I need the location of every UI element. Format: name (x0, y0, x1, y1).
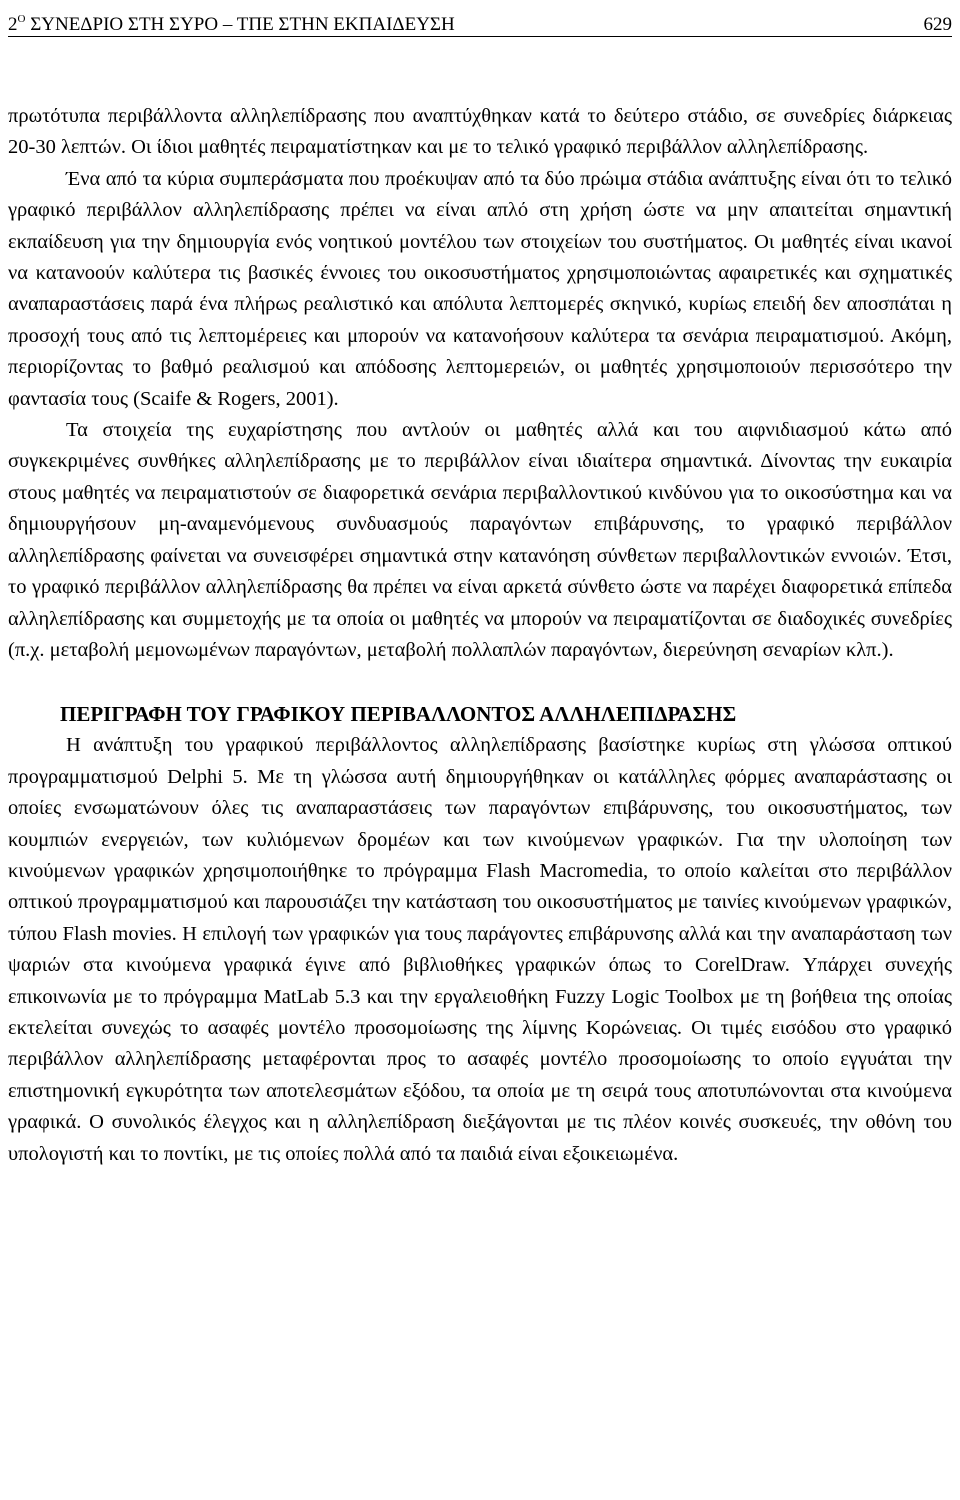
paragraph: Ένα από τα κύρια συμπεράσματα που προέκυψαν από τα δύο πρώιμα στάδια ανάπτυξης είναι ότι το τελικό γραφικό περιβάλλον αλληλεπίδρασης πρέπει να είναι απλό στη χρήση ώστε να μην απαιτείται σημαντική εκπαίδευση για την δημιουργία ενός νοητικού μοντέλου των στοιχείων του συστήματος. Οι μαθητές είναι ικανοί να κατανοούν καλύτερα τις βασικές έννοιες του οικοσυστήματος χρησιμοποιώντας αφαιρετικές και σχηματικές αναπαραστάσεις παρά ένα πλήρως ρεαλιστικό και απόλυτα λεπτομερές σκηνικό, κυρίως επειδή δεν αποσπάται η προσοχή τους από τις λεπτομέρειες και μπορούν να κατανοήσουν καλύτερα τα σενάρια πειραματισμού. Ακόμη, περιορίζοντας το βαθμό ρεαλισμού και απόδοσης λεπτομερειών, οι μαθητές χρησιμοποιούν περισσότερο την φαντασία τους (Scaife & Rogers, 2001). (8, 167, 952, 410)
edition-superscript: Ο (17, 13, 26, 25)
paragraph: πρωτότυπα περιβάλλοντα αλληλεπίδρασης που αναπτύχθηκαν κατά το δεύτερο στάδιο, σε συνεδρίες διάρκειας 20-30 λεπτών. Οι ίδιοι μαθητές πειραματίστηκαν και με το τελικό γραφικό περιβάλλον αλληλεπίδρασης. (8, 105, 952, 159)
conference-title (8, 8, 455, 36)
running-header (8, 0, 952, 37)
section-heading: ΠΕΡΙΓΡΑΦΗ ΤΟΥ ΓΡΑΦΙΚΟΥ ΠΕΡΙΒΑΛΛΟΝΤΟΣ ΑΛΛΗΛΕΠΙΔΡΑΣΗΣ (60, 702, 737, 727)
page-number: 629 (923, 14, 952, 35)
paragraph: Η ανάπτυξη του γραφικού περιβάλλοντος αλληλεπίδρασης βασίστηκε κυρίως στη γλώσσα οπτικού προγραμματισμού Delphi 5. Με τη γλώσσα αυτή δημιουργήθηκαν οι κατάλληλες φόρμες αναπαράστασης οι οποίες ενσωματώνουν όλες τις αναπαραστάσεις των παραγόντων επιβάρυνσης, του οικοσυστήματος, των κουμπιών ενεργειών, των κυλιόμενων δρομέων και των κινούμενων γραφικών. Για την υλοποίηση των κινούμενων γραφικών χρησιμοποιήθηκε το πρόγραμμα Flash Macromedia, το οποίο καλείται στο περιβάλλον οπτικού προγραμματισμού και παρουσιάζει την κατάσταση του οικοσυστήματος με ταινίες κινούμενων γραφικών, τύπου Flash movies. Η επιλογή των γραφικών για τους παράγοντες επιβάρυνσης αλλά και την αναπαράσταση των ψαριών στα κινούμενα γραφικά έγινε από βιβλιοθήκες γραφικών όπως το CorelDraw. Υπάρχει συνεχής επικοινωνία με το πρόγραμμα MatLab 5.3 και την εργαλειοθήκη Fuzzy Logic Toolbox με τη βοήθεια της οποίας εκτελείται συνεχώς το ασαφές μοντέλο προσομοίωσης της λίμνης Κορώνειας. Οι τιμές εισόδου στο γραφικό περιβάλλον αλληλεπίδρασης μεταφέρονται προς το ασαφές μοντέλο προσομοίωσης το οποίο εγγυάται την επιστημονική εγκυρότητα των αποτελεσμάτων εξόδου, τα οποία με τη σειρά τους αποτυπώνονται στα κινούμενα γραφικά. Ο συνολικός έλεγχος και η αλληλεπίδραση διεξάγονται με τις πλέον κοινές συσκευές, την οθόνη του υπολογιστή και το ποντίκι, με τις οποίες πολλά από τα παιδιά είναι εξοικειωμένα. (8, 734, 952, 1165)
document-page (8, 0, 952, 1170)
paragraph: Τα στοιχεία της ευχαρίστησης που αντλούν οι μαθητές αλλά και του αιφνιδιασμού κάτω από συγκεκριμένες συνθήκες αλληλεπίδρασης με το περιβάλλον είναι ιδιαίτερα σημαντικά. Δίνοντας την ευκαιρία στους μαθητές να πειραματιστούν σε διαφορετικά σενάρια περιβαλλοντικού κινδύνου για το οικοσύστημα και να δημιουργήσουν μη-αναμενόμενους συνδυασμούς παραγόντων επιβάρυνσης, το γραφικό περιβάλλον αλληλεπίδρασης φαίνεται να συνεισφέρει σημαντικά στην κατανόηση σύνθετων περιβαλλοντικών εννοιών. Έτσι, το γραφικό περιβάλλον αλληλεπίδρασης θα πρέπει να είναι αρκετά σύνθετο ώστε να παρέχει διαφορετικά επίπεδα αλληλεπίδρασης και συμμετοχής με τα οποία οι μαθητές να μπορούν να πειραματίζονται σε διαδοχικές συνεδρίες (π.χ. μεταβολή μεμονωμένων παραγόντων, μεταβολή πολλαπλών παραγόντων, διερεύνηση σεναρίων κλπ.). (8, 419, 952, 661)
body-text (8, 101, 952, 1170)
edition-number: 2 (8, 14, 18, 35)
conference-name: ΣΥΝΕΔΡΙΟ ΣΤΗ ΣΥΡΟ – ΤΠΕ ΣΤΗΝ ΕΚΠΑΙΔΕΥΣΗ (30, 14, 455, 35)
